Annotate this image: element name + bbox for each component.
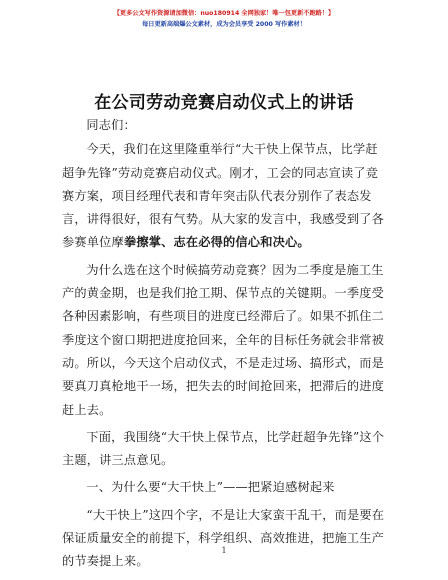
promo-line-1: 【更多公文写作资源请加微信：nuo180914 全网独家！唯一包更新不跑路！】 bbox=[113, 10, 335, 17]
paragraph-1 bbox=[62, 138, 390, 254]
salutation: 同志们： bbox=[86, 118, 136, 132]
document-title: 在公司劳动竞赛启动仪式上的讲话 bbox=[94, 93, 354, 113]
paragraph-1-emphasis: 拳擦掌、志在必得的信心和决心。 bbox=[123, 235, 310, 250]
paragraph-1-text: 今天，我们在这里隆重举行“大干快上保节点，比学赶超争先锋”劳动竞赛启动仪式。刚才，工会的同志宣读了竞赛方案，项目经理代表和青年突击队代表分别作了表态发言，讲得很好，很有气势。从大家的发言中，我感受到了各参赛单位摩 bbox=[62, 142, 385, 250]
paragraph-3: 下面，我围绕“大干快上保节点，比学赶超争先锋”这个主题，讲三点意见。 bbox=[62, 429, 385, 468]
section-1-heading: 一、为什么要“大干快上”——把紧迫感树起来 bbox=[86, 480, 335, 495]
page-number: 1 bbox=[221, 546, 227, 555]
paragraph-4: “大干快上”这四个字，不是让大家蛮干乱干，而是要在保证质量安全的前提下，科学组织、高效推进，把施工生产的节奏提上来。 bbox=[62, 507, 385, 569]
document-body bbox=[62, 114, 390, 574]
promo-line-2: 每日更新高端爆公文素材，成为会员享受 2000 写作素材！ bbox=[142, 21, 306, 28]
promo-banner bbox=[0, 8, 448, 30]
paragraph-2: 为什么选在这个时候搞劳动竞赛？因为二季度是施工生产的黄金期，也是我们抢工期、保节点的关键期。一季度受各种因素影响，有些项目的进度已经滞后了。如果不抓住二季度这个窗口期把进度抢回来，全年的目标任务就会非常被动。所以，今天这个启动仪式，不是走过场、搞形式，而是要真刀真枪地干一场，把失去的时间抢回来，把滞后的进度赶上去。 bbox=[62, 262, 385, 417]
